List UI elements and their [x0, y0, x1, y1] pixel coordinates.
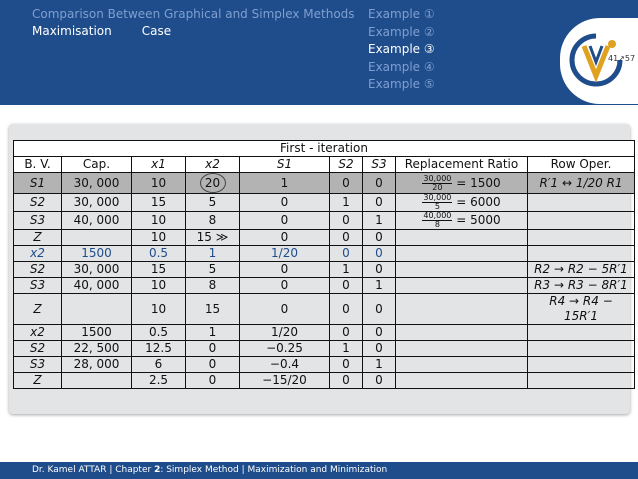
col-header-s2: S2 [330, 157, 363, 173]
table-row: x2 1500 0.5 1 1/20 0 0 [14, 325, 635, 341]
iteration-title: First - iteration [14, 141, 635, 157]
table-row: S3 40, 000 10 8 0 0 1 R3 → R3 − 8R′1 [14, 278, 635, 294]
example-link-3[interactable]: Example ③ [368, 42, 435, 56]
col-header-s3: S3 [363, 157, 396, 173]
table-row: S3 28, 000 6 0 −0.4 0 1 [14, 357, 635, 373]
col-header-x1: x1 [132, 157, 186, 173]
cell-s3: 0 [363, 173, 396, 194]
page-number: 41↗57 [608, 54, 636, 63]
subsection-link-maximisation[interactable]: Maximisation [32, 24, 112, 38]
subsection-link-case[interactable]: Case [141, 24, 172, 38]
table-row: S2 30, 000 15 5 0 1 0 R2 → R2 − 5R′1 [14, 262, 635, 278]
cell-oper: R′1 ↔ 1/20 R1 [528, 173, 635, 194]
cell-bv: S1 [14, 173, 62, 194]
col-header-s1: S1 [240, 157, 330, 173]
cell-cap: 30, 000 [62, 173, 132, 194]
example-link-2[interactable]: Example ② [368, 24, 435, 39]
table-header-row [14, 157, 635, 173]
table-row-z: Z 2.5 0 −15/20 0 0 [14, 373, 635, 389]
cell-ratio: $\frac{30,000}{20}$ = 1500 [396, 173, 528, 194]
cell-s2: 0 [330, 173, 363, 194]
header-bar [0, 0, 638, 105]
footer-bar [0, 462, 638, 479]
table-row-pivot [14, 173, 635, 194]
simplex-table [13, 140, 635, 389]
section-link[interactable]: Comparison Between Graphical and Simplex Methods [32, 7, 355, 21]
example-link-1[interactable]: Example ① [368, 7, 435, 21]
cell-x2-pivot [186, 173, 240, 194]
table-row-z: Z 10 15 0 0 0 R4 → R4 − 15R′1 [14, 294, 635, 325]
example-link-4[interactable]: Example ④ [368, 59, 435, 74]
col-header-x2: x2 [186, 157, 240, 173]
example-navigation [368, 6, 435, 94]
footer-chapter-number: 2 [154, 465, 161, 475]
table-row: x2 1500 0.5 1 1/20 0 0 [14, 246, 635, 262]
table-row-z: Z 10 15 ≫ 0 0 0 [14, 230, 635, 246]
content-panel [9, 124, 630, 414]
cell-s1: 1 [240, 173, 330, 194]
table-row: S2 22, 500 12.5 0 −0.25 1 0 [14, 341, 635, 357]
example-link-5[interactable]: Example ⑤ [368, 77, 435, 91]
col-header-cap: Cap. [62, 157, 132, 173]
footer-author: Dr. Kamel ATTAR | Chapter [32, 465, 155, 475]
col-header-ratio: Replacement Ratio [396, 157, 528, 173]
table-row: S3 40, 000 10 8 0 0 1 $\frac{40,000}{8}$ = 5000 [14, 212, 635, 230]
col-header-bv: B. V. [14, 157, 62, 173]
footer-title: : Simplex Method | Maximization and Minimization [160, 465, 388, 475]
cell-x1: 10 [132, 173, 186, 194]
section-navigation [32, 6, 355, 40]
pivot-circle: 20 [200, 173, 226, 193]
col-header-oper: Row Oper. [528, 157, 635, 173]
table-row: S2 30, 000 15 5 0 1 0 $\frac{30,000}{5}$ = 6000 [14, 194, 635, 212]
